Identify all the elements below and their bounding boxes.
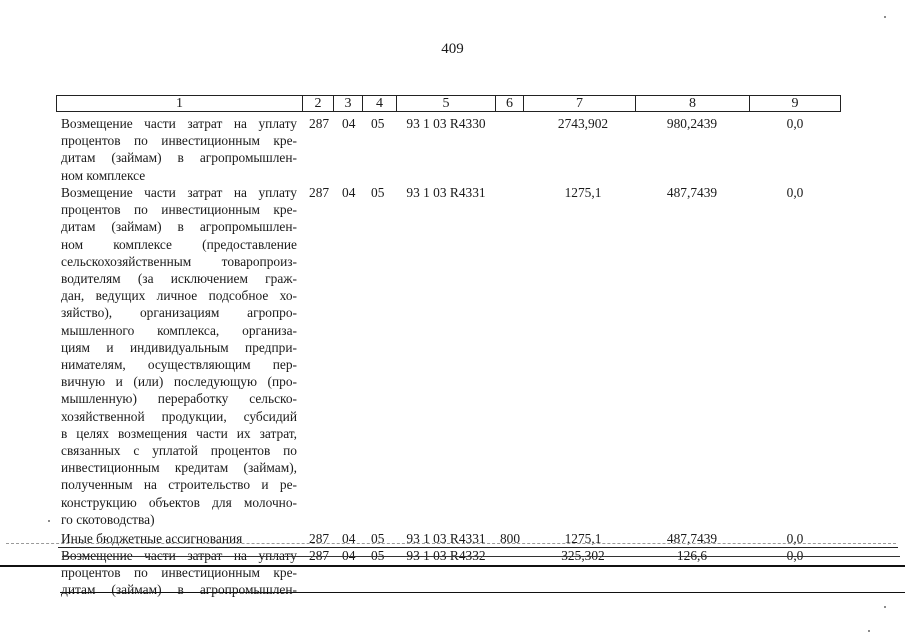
- row-description: [61, 115, 297, 184]
- cell-subsection: 05: [371, 185, 385, 200]
- cell-expense-type: 800: [499, 531, 521, 546]
- header-col-6: 6: [495, 96, 523, 111]
- description-line: Иные бюджетные ассигнования: [61, 531, 243, 546]
- description-line: вичную и (или) последующую (про-: [61, 374, 297, 390]
- description-line: дитам (займам) в агропромышлен-: [61, 582, 297, 598]
- row-description: [61, 547, 297, 599]
- description-line: сельскохозяйственным товаропроиз-: [61, 253, 297, 269]
- cell-target-article: 93 1 03 R4331: [406, 531, 486, 546]
- scan-strike-line: [62, 556, 900, 557]
- header-col-7: 7: [523, 96, 635, 111]
- cell-amount-9: 0,0: [786, 548, 804, 563]
- cell-target-article: 93 1 03 R4330: [406, 116, 486, 131]
- page-number: 409: [441, 41, 464, 57]
- description-line: процентов по инвестиционным кре-: [61, 133, 297, 149]
- cell-section: 04: [342, 531, 356, 546]
- scan-speck: [48, 520, 50, 522]
- description-line: дитам (займам) в агропромышлен-: [61, 219, 297, 235]
- description-line: дитам (займам) в агропромышлен-: [61, 150, 297, 166]
- description-line: процентов по инвестиционным кре-: [61, 565, 297, 581]
- cell-amount-8: 487,7439: [666, 531, 718, 546]
- description-line: полученным на строительство и ре-: [61, 477, 297, 493]
- description-line: ном комплексе (предоставление: [61, 236, 297, 252]
- scan-bottom-rule-2: [60, 592, 905, 593]
- cell-ministry: 287: [309, 185, 330, 200]
- description-line: го скотоводства): [61, 511, 155, 527]
- row-description: [61, 184, 297, 528]
- description-line: инвестиционным кредитам (займам),: [61, 460, 297, 476]
- description-line: ном комплексе: [61, 167, 146, 183]
- description-line: связанных с уплатой процентов по: [61, 443, 297, 459]
- cell-amount-9: 0,0: [786, 531, 804, 546]
- scan-speck: [884, 606, 886, 608]
- row-description: [61, 530, 297, 547]
- description-line: Возмещение части затрат на уплату: [61, 548, 297, 563]
- description-line: процентов по инвестиционным кре-: [61, 202, 297, 218]
- cell-amount-9: 0,0: [786, 116, 804, 131]
- header-col-2: 2: [302, 96, 333, 111]
- description-line: конструкцию объектов для молочно-: [61, 494, 297, 510]
- cell-amount-7: 1275,1: [564, 531, 602, 546]
- cell-amount-7: 325,302: [561, 548, 605, 563]
- cell-subsection: 05: [371, 116, 385, 131]
- cell-target-article: 93 1 03 R4332: [406, 548, 486, 563]
- description-line: дан, ведущих личное подсобное хо-: [61, 288, 297, 304]
- cell-ministry: 287: [309, 548, 330, 563]
- cell-section: 04: [342, 548, 356, 563]
- scan-dotted-line: [6, 543, 896, 544]
- header-col-1: 1: [176, 96, 183, 111]
- header-col-9: 9: [749, 96, 840, 111]
- cell-amount-8: 126,6: [676, 548, 708, 563]
- cell-subsection: 05: [371, 548, 385, 563]
- scan-speck: [884, 16, 886, 18]
- cell-amount-8: 487,7439: [666, 185, 718, 200]
- scan-rule-line: [58, 547, 898, 548]
- cell-ministry: 287: [309, 116, 330, 131]
- description-line: хозяйственной продукции, субсидий: [61, 408, 297, 424]
- description-line: Возмещение части затрат на уплату: [61, 116, 297, 131]
- header-col-8: 8: [635, 96, 749, 111]
- scan-bottom-rule: [0, 565, 905, 567]
- cell-section: 04: [342, 185, 356, 200]
- header-col-5: 5: [396, 96, 495, 111]
- table-header: [56, 95, 841, 112]
- cell-amount-7: 2743,902: [557, 116, 609, 131]
- cell-amount-9: 0,0: [786, 185, 804, 200]
- cell-target-article: 93 1 03 R4331: [406, 185, 486, 200]
- cell-subsection: 05: [371, 531, 385, 546]
- description-line: в целях возмещения части их затрат,: [61, 425, 297, 441]
- cell-amount-7: 1275,1: [564, 185, 602, 200]
- cell-amount-8: 980,2439: [666, 116, 718, 131]
- scan-speck: [868, 630, 870, 632]
- description-line: мышленную) переработку сельско-: [61, 391, 297, 407]
- description-line: водителям (за исключением граж-: [61, 271, 297, 287]
- cell-ministry: 287: [309, 531, 330, 546]
- description-line: мышленного комплекса, организа-: [61, 322, 297, 338]
- cell-section: 04: [342, 116, 356, 131]
- header-col-4: 4: [362, 96, 396, 111]
- description-line: Возмещение части затрат на уплату: [61, 185, 297, 200]
- description-line: нимателям, осуществляющим пер-: [61, 357, 297, 373]
- description-line: циям и индивидуальным предпри-: [61, 339, 297, 355]
- description-line: зяйство), организациям агропро-: [61, 305, 297, 321]
- header-col-3: 3: [333, 96, 362, 111]
